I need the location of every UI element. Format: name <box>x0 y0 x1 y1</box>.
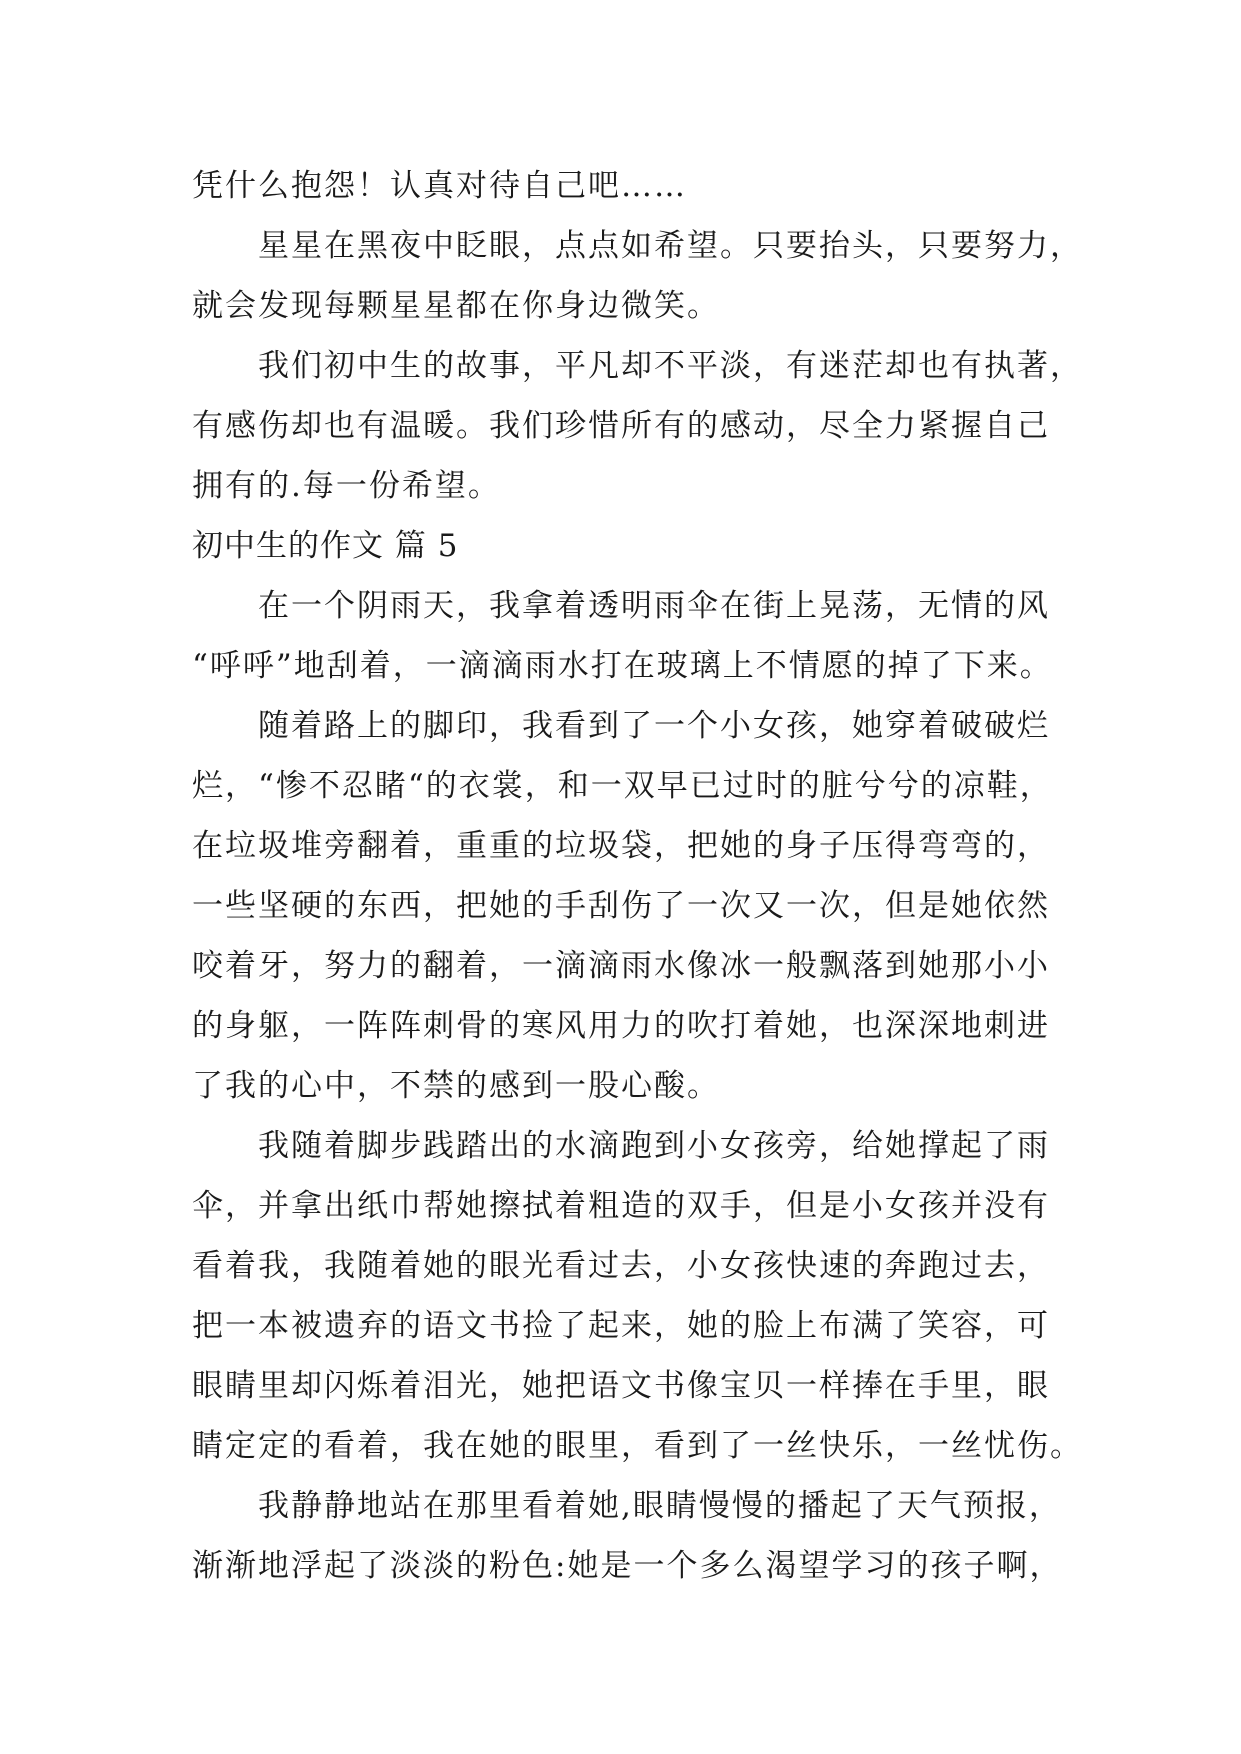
paragraph <box>192 156 1062 216</box>
paragraph <box>192 216 1083 336</box>
paragraph <box>192 1116 1083 1476</box>
text-line: 了我的心中，不禁的感到一股心酸。 <box>192 1068 720 1104</box>
text-line: 伞，并拿出纸巾帮她擦拭着粗造的双手，但是小女孩并没有 <box>192 1188 1050 1224</box>
text-line: 星星在黑夜中眨眼，点点如希望。只要抬头，只要努力， <box>258 228 1083 264</box>
text-line: 睛定定的看着，我在她的眼里，看到了一丝快乐，一丝忧伤。 <box>192 1428 1083 1464</box>
text-line: 渐渐地浮起了淡淡的粉色:她是一个多么渴望学习的孩子啊， <box>192 1548 1063 1584</box>
text-line: 眼睛里却闪烁着泪光，她把语文书像宝贝一样捧在手里，眼 <box>192 1368 1050 1404</box>
heading-text: 初中生的作文 篇 5 <box>192 528 459 564</box>
paragraph <box>192 696 1062 1116</box>
text-line: 就会发现每颗星星都在你身边微笑。 <box>192 288 720 324</box>
text-line: 烂，“惨不忍睹“的衣裳，和一双早已过时的脏兮兮的凉鞋， <box>192 768 1053 804</box>
text-line: 把一本被遗弃的语文书捡了起来，她的脸上布满了笑容，可 <box>192 1308 1050 1344</box>
text-line: 凭什么抱怨！认真对待自己吧…… <box>192 168 687 204</box>
text-line: 我们初中生的故事，平凡却不平淡，有迷茫却也有执著， <box>258 348 1083 384</box>
text-line: 我静静地站在那里看着她,眼睛慢慢的播起了天气预报， <box>258 1488 1062 1524</box>
paragraph <box>192 336 1083 516</box>
text-line: “呼呼”地刮着，一滴滴雨水打在玻璃上不情愿的掉了下来。 <box>192 648 1053 684</box>
text-line: 我随着脚步践踏出的水滴跑到小女孩旁，给她撑起了雨 <box>258 1128 1050 1164</box>
text-line: 看着我，我随着她的眼光看过去，小女孩快速的奔跑过去， <box>192 1248 1050 1284</box>
text-line: 有感伤却也有温暖。我们珍惜所有的感动，尽全力紧握自己 <box>192 408 1050 444</box>
text-line: 随着路上的脚印，我看到了一个小女孩，她穿着破破烂 <box>258 708 1050 744</box>
section-heading <box>192 516 1062 576</box>
document-body <box>192 156 1083 1596</box>
text-line: 拥有的.每一份希望。 <box>192 468 501 504</box>
text-line: 在垃圾堆旁翻着，重重的垃圾袋，把她的身子压得弯弯的， <box>192 828 1050 864</box>
text-line: 在一个阴雨天，我拿着透明雨伞在街上晃荡，无情的风 <box>258 588 1050 624</box>
text-line: 一些坚硬的东西，把她的手刮伤了一次又一次，但是她依然 <box>192 888 1050 924</box>
text-line: 的身躯，一阵阵刺骨的寒风用力的吹打着她，也深深地刺进 <box>192 1008 1050 1044</box>
text-line: 咬着牙，努力的翻着，一滴滴雨水像冰一般飘落到她那小小 <box>192 948 1050 984</box>
paragraph <box>192 576 1062 696</box>
paragraph <box>192 1476 1062 1596</box>
